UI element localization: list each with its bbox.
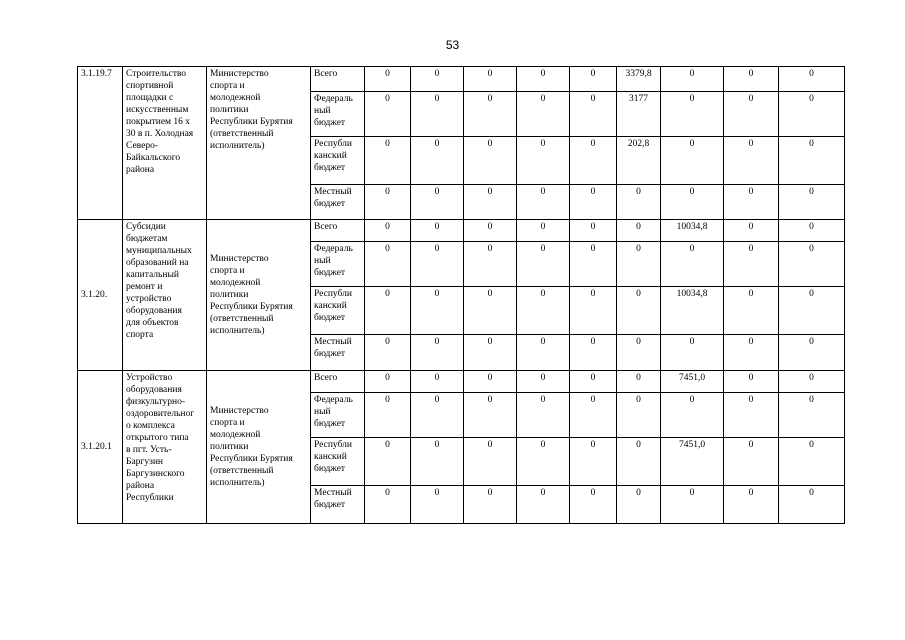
amount-cell: 0 (617, 335, 661, 371)
amount-cell: 0 (464, 185, 517, 220)
responsible-text: Министерство спорта и молодежной политики Республики Бурятия (ответственный исполнитель) (210, 406, 293, 488)
funding-source-cell (311, 393, 365, 438)
funding-source-label: Федераль ный бюджет (314, 395, 353, 429)
amount-cell: 0 (724, 137, 779, 185)
funding-source-label: Местный бюджет (314, 337, 352, 359)
amount-cell: 0 (779, 220, 845, 242)
amount-cell: 0 (464, 287, 517, 335)
amount-cell: 0 (411, 67, 464, 92)
item-code-cell (78, 220, 123, 371)
funding-source-cell (311, 486, 365, 524)
amount-cell: 0 (411, 137, 464, 185)
amount-cell: 0 (661, 393, 724, 438)
amount-cell: 0 (661, 67, 724, 92)
amount-cell: 0 (779, 393, 845, 438)
amount-cell: 0 (411, 438, 464, 486)
amount-cell: 0 (617, 185, 661, 220)
amount-cell: 0 (661, 486, 724, 524)
amount-cell: 0 (570, 92, 617, 137)
amount-cell: 0 (517, 185, 570, 220)
amount-cell: 0 (724, 393, 779, 438)
responsible-cell (207, 371, 311, 524)
amount-cell: 0 (517, 335, 570, 371)
amount-cell: 0 (724, 371, 779, 393)
amount-cell: 0 (570, 185, 617, 220)
amount-cell: 0 (570, 67, 617, 92)
amount-cell: 0 (464, 371, 517, 393)
amount-cell: 0 (779, 242, 845, 287)
amount-cell: 0 (517, 438, 570, 486)
amount-cell: 0 (464, 438, 517, 486)
amount-cell: 0 (365, 371, 411, 393)
amount-cell: 0 (724, 220, 779, 242)
item-name: Устройство оборудования физкультурно- оздоровительног о комплекса открытого типа в пгт. Усть- Баргузин Баргузинского района Республики (126, 373, 195, 503)
funding-source-cell (311, 371, 365, 393)
amount-cell: 3379,8 (617, 67, 661, 92)
amount-cell: 0 (661, 335, 724, 371)
item-code-cell (78, 67, 123, 220)
item-name-cell (123, 371, 207, 524)
funding-source-cell (311, 287, 365, 335)
amount-cell: 0 (517, 486, 570, 524)
budget-table (77, 66, 845, 524)
amount-cell: 0 (411, 242, 464, 287)
item-name-cell (123, 67, 207, 220)
amount-cell: 0 (570, 287, 617, 335)
amount-cell: 0 (517, 137, 570, 185)
amount-cell: 0 (464, 92, 517, 137)
amount-cell: 0 (365, 242, 411, 287)
amount-cell: 0 (411, 335, 464, 371)
funding-source-label: Местный бюджет (314, 187, 352, 209)
amount-cell: 0 (365, 287, 411, 335)
funding-source-cell (311, 67, 365, 92)
amount-cell: 0 (570, 486, 617, 524)
funding-source-cell (311, 220, 365, 242)
amount-cell: 0 (365, 220, 411, 242)
amount-cell: 7451,0 (661, 438, 724, 486)
funding-source-label: Федераль ный бюджет (314, 244, 353, 278)
funding-source-label: Всего (314, 373, 338, 383)
amount-cell: 0 (411, 393, 464, 438)
amount-cell: 0 (724, 242, 779, 287)
amount-cell: 0 (517, 287, 570, 335)
amount-cell: 0 (517, 393, 570, 438)
funding-source-cell (311, 185, 365, 220)
amount-cell: 3177 (617, 92, 661, 137)
item-code-cell (78, 371, 123, 524)
amount-cell: 0 (365, 438, 411, 486)
funding-source-label: Всего (314, 222, 338, 232)
amount-cell: 0 (411, 220, 464, 242)
amount-cell: 0 (617, 220, 661, 242)
amount-cell: 0 (517, 92, 570, 137)
amount-cell: 0 (365, 185, 411, 220)
amount-cell: 0 (779, 185, 845, 220)
amount-cell: 0 (617, 371, 661, 393)
amount-cell: 0 (724, 486, 779, 524)
amount-cell: 0 (464, 220, 517, 242)
amount-cell: 0 (570, 393, 617, 438)
amount-cell: 10034,8 (661, 220, 724, 242)
responsible-cell (207, 67, 311, 220)
funding-source-label: Всего (314, 69, 338, 79)
amount-cell: 0 (779, 438, 845, 486)
amount-cell: 0 (517, 242, 570, 287)
amount-cell: 0 (779, 335, 845, 371)
amount-cell: 10034,8 (661, 287, 724, 335)
item-name: Субсидии бюджетам муниципальных образований на капитальный ремонт и устройство оборудования для объектов спорта (126, 222, 192, 340)
amount-cell: 0 (570, 371, 617, 393)
amount-cell: 0 (724, 287, 779, 335)
funding-source-label: Местный бюджет (314, 488, 352, 510)
amount-cell: 0 (464, 137, 517, 185)
amount-cell: 0 (570, 220, 617, 242)
amount-cell: 0 (365, 335, 411, 371)
amount-cell: 0 (464, 335, 517, 371)
amount-cell: 0 (464, 67, 517, 92)
amount-cell: 0 (464, 393, 517, 438)
amount-cell: 0 (779, 92, 845, 137)
amount-cell: 0 (517, 220, 570, 242)
amount-cell: 7451,0 (661, 371, 724, 393)
amount-cell: 0 (779, 287, 845, 335)
funding-source-label: Республи канский бюджет (314, 440, 352, 474)
amount-cell: 0 (724, 67, 779, 92)
amount-cell: 0 (411, 371, 464, 393)
funding-source-label: Республи канский бюджет (314, 139, 352, 173)
amount-cell: 0 (617, 393, 661, 438)
funding-source-label: Республи канский бюджет (314, 289, 352, 323)
amount-cell: 0 (517, 67, 570, 92)
amount-cell: 0 (779, 371, 845, 393)
amount-cell: 0 (570, 438, 617, 486)
amount-cell: 0 (570, 242, 617, 287)
amount-cell: 0 (661, 185, 724, 220)
amount-cell: 0 (570, 335, 617, 371)
table-row (78, 371, 845, 393)
responsible-cell (207, 220, 311, 371)
funding-source-cell (311, 137, 365, 185)
table-row (78, 220, 845, 242)
funding-source-cell (311, 335, 365, 371)
responsible-text: Министерство спорта и молодежной политики Республики Бурятия (ответственный исполнитель) (210, 254, 293, 336)
item-name: Строительство спортивной площадки с искусственным покрытием 16 х 30 в п. Холодная Северо- Байкальского района (126, 69, 194, 175)
amount-cell: 0 (661, 242, 724, 287)
funding-source-cell (311, 242, 365, 287)
item-code: 3.1.20. (81, 290, 108, 300)
amount-cell: 0 (617, 287, 661, 335)
amount-cell: 0 (365, 67, 411, 92)
amount-cell: 0 (779, 486, 845, 524)
amount-cell: 0 (365, 92, 411, 137)
item-code: 3.1.19.7 (81, 69, 112, 79)
funding-source-label: Федераль ный бюджет (314, 94, 353, 128)
amount-cell: 0 (779, 137, 845, 185)
amount-cell: 0 (411, 185, 464, 220)
amount-cell: 0 (617, 242, 661, 287)
amount-cell: 0 (365, 486, 411, 524)
page-number: 53 (445, 38, 460, 52)
amount-cell: 0 (570, 137, 617, 185)
amount-cell: 0 (724, 438, 779, 486)
amount-cell: 0 (617, 438, 661, 486)
amount-cell: 0 (779, 67, 845, 92)
amount-cell: 0 (724, 185, 779, 220)
amount-cell: 0 (724, 92, 779, 137)
amount-cell: 0 (365, 393, 411, 438)
amount-cell: 0 (724, 335, 779, 371)
amount-cell: 202,8 (617, 137, 661, 185)
amount-cell: 0 (411, 287, 464, 335)
amount-cell: 0 (661, 92, 724, 137)
amount-cell: 0 (517, 371, 570, 393)
amount-cell: 0 (464, 486, 517, 524)
responsible-text: Министерство спорта и молодежной политики Республики Бурятия (ответственный исполнитель) (210, 69, 293, 151)
amount-cell: 0 (661, 137, 724, 185)
funding-source-cell (311, 92, 365, 137)
amount-cell: 0 (464, 242, 517, 287)
item-name-cell (123, 220, 207, 371)
item-code: 3.1.20.1 (81, 442, 112, 452)
table-row (78, 67, 845, 92)
funding-source-cell (311, 438, 365, 486)
amount-cell: 0 (617, 486, 661, 524)
amount-cell: 0 (411, 486, 464, 524)
amount-cell: 0 (411, 92, 464, 137)
amount-cell: 0 (365, 137, 411, 185)
